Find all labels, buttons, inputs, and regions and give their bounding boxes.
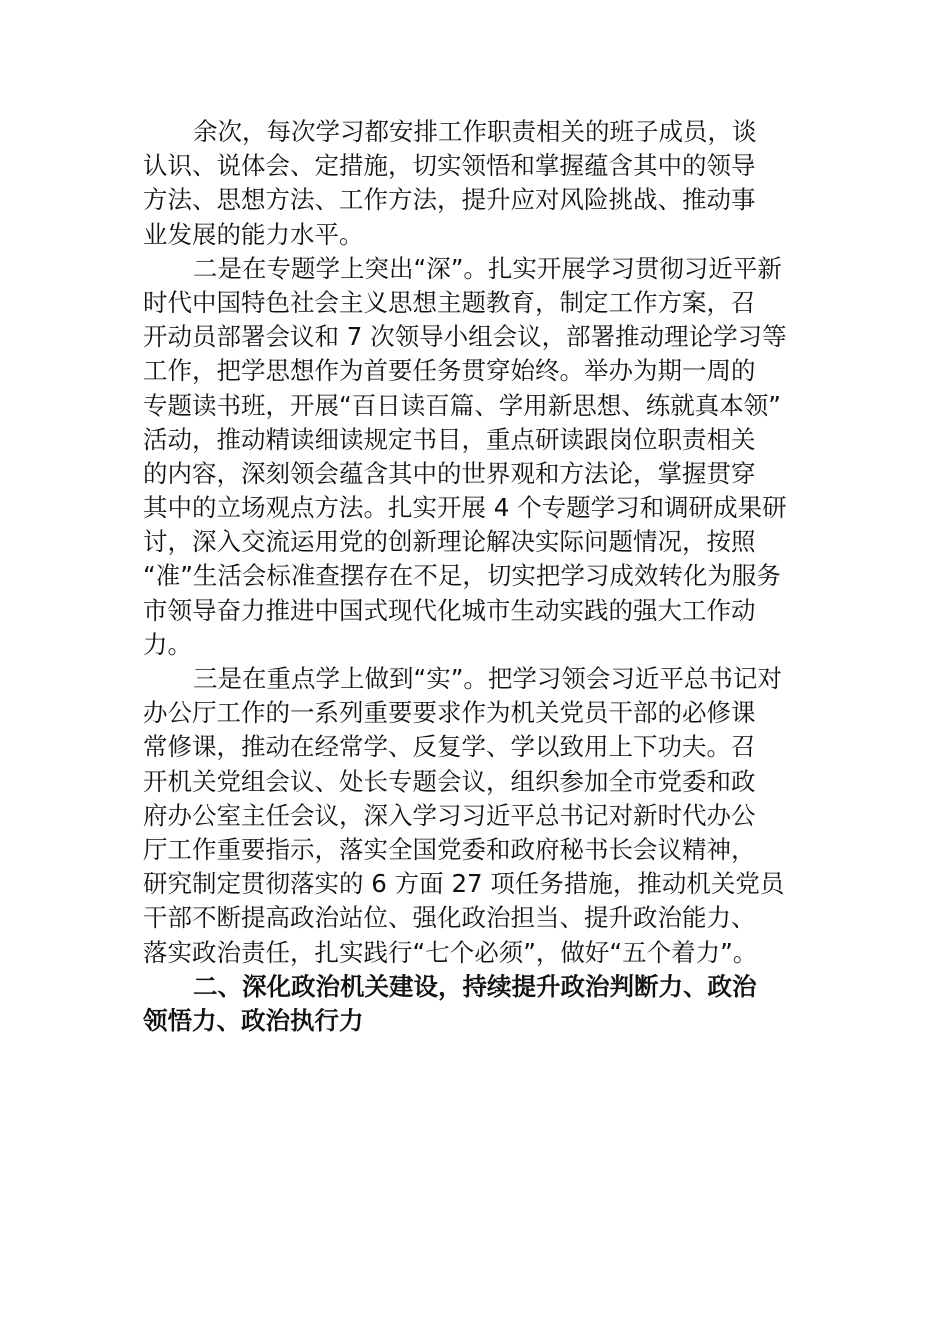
text-line: 讨，深入交流运用党的创新理论解决实际问题情况，按照 bbox=[143, 527, 756, 557]
text-line: 开机关党组会议、处长专题会议，组织参加全市党委和政 bbox=[143, 766, 756, 796]
paragraph-deep-study bbox=[143, 252, 807, 662]
text-line: 办公厅工作的一系列重要要求作为机关党员干部的必修课 bbox=[143, 698, 756, 728]
text-line: 市领导奋力推进中国式现代化城市生动实践的强大工作动 bbox=[143, 595, 756, 625]
text-line: 落实政治责任，扎实践行“七个必须”，做好“五个着力”。 bbox=[143, 937, 758, 967]
paragraph-key-study bbox=[143, 662, 807, 970]
text-line: 力。 bbox=[143, 629, 192, 659]
section-heading bbox=[143, 970, 807, 1038]
text-line: 认识、说体会、定措施，切实领悟和掌握蕴含其中的领导 bbox=[143, 151, 756, 181]
text-line: 专题读书班，开展“百日读百篇、学用新思想、练就真本领” bbox=[143, 390, 781, 420]
paragraph-continuation bbox=[143, 115, 807, 252]
text-line: 二是在专题学上突出“深”。扎实开展学习贯彻习近平新 bbox=[193, 253, 782, 283]
heading-line: 二、深化政治机关建设，持续提升政治判断力、政治 bbox=[193, 971, 757, 1001]
text-line: 干部不断提高政治站位、强化政治担当、提升政治能力、 bbox=[143, 903, 756, 933]
text-line: 工作，把学思想作为首要任务贯穿始终。举办为期一周的 bbox=[143, 356, 756, 386]
document-page bbox=[143, 115, 807, 1038]
text-line: 开动员部署会议和 7 次领导小组会议，部署推动理论学习等 bbox=[143, 322, 787, 352]
text-line: 常修课，推动在经常学、反复学、学以致用上下功夫。召 bbox=[143, 732, 756, 762]
text-line: 其中的立场观点方法。扎实开展 4 个专题学习和调研成果研 bbox=[143, 493, 787, 523]
text-line: 业发展的能力水平。 bbox=[143, 219, 364, 249]
text-line: 研究制定贯彻落实的 6 方面 27 项任务措施，推动机关党员 bbox=[143, 869, 785, 899]
text-line: 的内容，深刻领会蕴含其中的世界观和方法论，掌握贯穿 bbox=[143, 458, 756, 488]
text-line: 府办公室主任会议，深入学习习近平总书记对新时代办公 bbox=[143, 800, 756, 830]
text-line: 活动，推动精读细读规定书目，重点研读跟岗位职责相关 bbox=[143, 424, 756, 454]
text-line: 三是在重点学上做到“实”。把学习领会习近平总书记对 bbox=[193, 664, 782, 693]
text-line: “准”生活会标准查摆存在不足，切实把学习成效转化为服务 bbox=[143, 561, 781, 591]
text-line: 余次，每次学习都安排工作职责相关的班子成员，谈 bbox=[193, 117, 757, 146]
heading-line: 领悟力、政治执行力 bbox=[143, 1005, 364, 1035]
text-line: 方法、思想方法、工作方法，提升应对风险挑战、推动事 bbox=[143, 185, 756, 215]
text-line: 厅工作重要指示，落实全国党委和政府秘书长会议精神， bbox=[143, 834, 756, 864]
text-line: 时代中国特色社会主义思想主题教育，制定工作方案，召 bbox=[143, 287, 756, 317]
